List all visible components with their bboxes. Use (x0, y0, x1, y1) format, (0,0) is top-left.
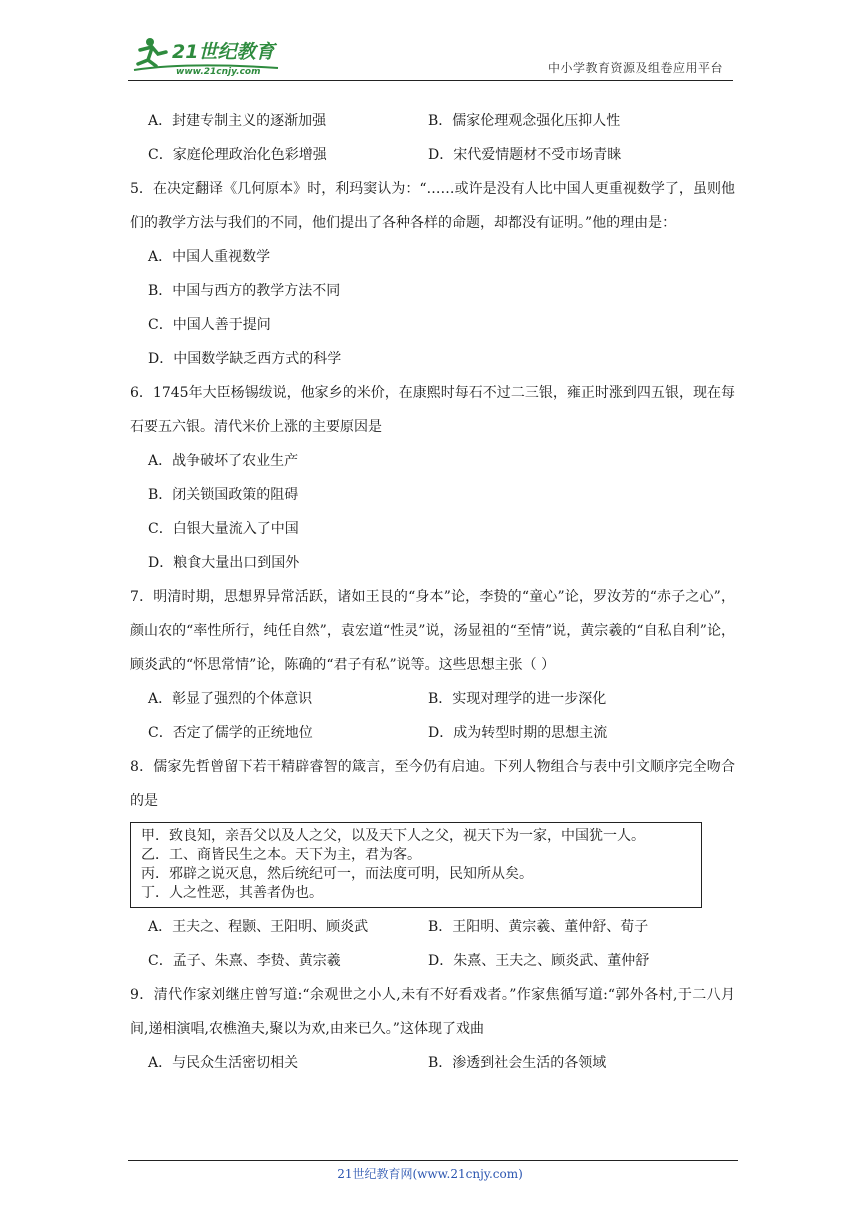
q8-quote-ding: 丁．人之性恶，其善者伪也。 (141, 885, 323, 901)
q8-options-row-2 (130, 944, 735, 978)
site-logo (128, 34, 288, 76)
q8-option-b: B．王阳明、黄宗羲、董仲舒、荀子 (428, 919, 649, 935)
q9-options-row-1 (130, 1046, 735, 1080)
q5-option-a: A．中国人重视数学 (148, 249, 271, 265)
q8-option-d: D．朱熹、王夫之、顾炎武、董仲舒 (428, 953, 650, 969)
q6-option-d: D．粮食大量出口到国外 (148, 555, 300, 571)
q8-quote-bing: 丙．邪辟之说灭息，然后统纪可一，而法度可明，民知所从矣。 (141, 866, 533, 882)
logo-url-text: www.21cnjy.com (176, 67, 261, 76)
platform-label: 中小学教育资源及组卷应用平台 (547, 61, 723, 75)
q4-option-a: A．封建专制主义的逐渐加强 (148, 113, 327, 129)
q6-stem: 6．1745年大臣杨锡绂说，他家乡的米价，在康熙时每石不过二三银，雍正时涨到四五银，现在每石要五六银。清代米价上涨的主要原因是 (130, 385, 735, 435)
q6-option-b: B．闭关锁国政策的阻碍 (148, 487, 299, 503)
q4-options-row-2 (130, 138, 735, 172)
q9-stem: 9．清代作家刘继庄曾写道:“余观世之小人,未有不好看戏者。”作家焦循写道:“郭外各村,于二八月间,递相演唱,农樵渔夫,聚以为欢,由来已久。”这体现了戏曲 (130, 987, 735, 1037)
q6-option-c: C．白银大量流入了中国 (148, 521, 299, 537)
q8-quote-yi: 乙．工、商皆民生之本。天下为主，君为客。 (141, 847, 421, 863)
logo-text: 21世纪教育 (172, 41, 275, 63)
q8-quote-box (130, 822, 702, 908)
q8-option-c: C．孟子、朱熹、李贽、黄宗羲 (148, 953, 341, 969)
q4-option-b: B．儒家伦理观念强化压抑人性 (428, 113, 621, 129)
q8-options-row-1 (130, 910, 735, 944)
q4-option-c: C．家庭伦理政治化色彩增强 (148, 147, 327, 163)
q7-stem: 7．明清时期，思想界异常活跃，诸如王艮的“身本”论，李贽的“童心”论，罗汝芳的“赤子之心”，颜山农的“率性所行，纯任自然”，袁宏道“性灵”说，汤显祖的“至情”说，黄宗羲的“自私自利”论，顾炎武的“怀思常情”论，陈确的“君子有私”说等。这些思想主张（ ） (130, 589, 735, 673)
q7-option-b: B．实现对理学的进一步深化 (428, 691, 607, 707)
q4-option-d: D．宋代爱情题材不受市场青睐 (428, 147, 622, 163)
q9-option-b: B．渗透到社会生活的各领域 (428, 1055, 607, 1071)
page-header (128, 34, 733, 81)
q8-quote-jia: 甲．致良知，亲吾父以及人之父，以及天下人之父，视天下为一家，中国犹一人。 (141, 828, 645, 844)
q4-options-row-1 (130, 104, 735, 138)
q7-options-row-1 (130, 682, 735, 716)
footer-divider (128, 1160, 738, 1161)
q5-option-b: B．中国与西方的教学方法不同 (148, 283, 341, 299)
q9-option-a: A．与民众生活密切相关 (148, 1055, 299, 1071)
footer-text: 21世纪教育网(www.21cnjy.com) (337, 1167, 523, 1181)
q7-option-a: A．彰显了强烈的个体意识 (148, 691, 313, 707)
exam-content (130, 104, 735, 1080)
q8-stem: 8．儒家先哲曾留下若干精辟睿智的箴言，至今仍有启迪。下列人物组合与表中引文顺序完全吻合的是 (130, 759, 735, 809)
q8-option-a: A．王夫之、程颢、王阳明、顾炎武 (148, 919, 369, 935)
q7-option-c: C．否定了儒学的正统地位 (148, 725, 313, 741)
q5-option-d: D．中国数学缺乏西方式的科学 (148, 351, 342, 367)
q7-options-row-2 (130, 716, 735, 750)
q5-option-c: C．中国人善于提问 (148, 317, 271, 333)
q7-option-d: D．成为转型时期的思想主流 (428, 725, 608, 741)
q6-option-a: A．战争破坏了农业生产 (148, 453, 299, 469)
q5-stem: 5．在决定翻译《几何原本》时，利玛窦认为：“……或许是没有人比中国人更重视数学了，虽则他们的教学方法与我们的不同，他们提出了各种各样的命题，却都没有证明。”他的理由是： (130, 181, 735, 231)
